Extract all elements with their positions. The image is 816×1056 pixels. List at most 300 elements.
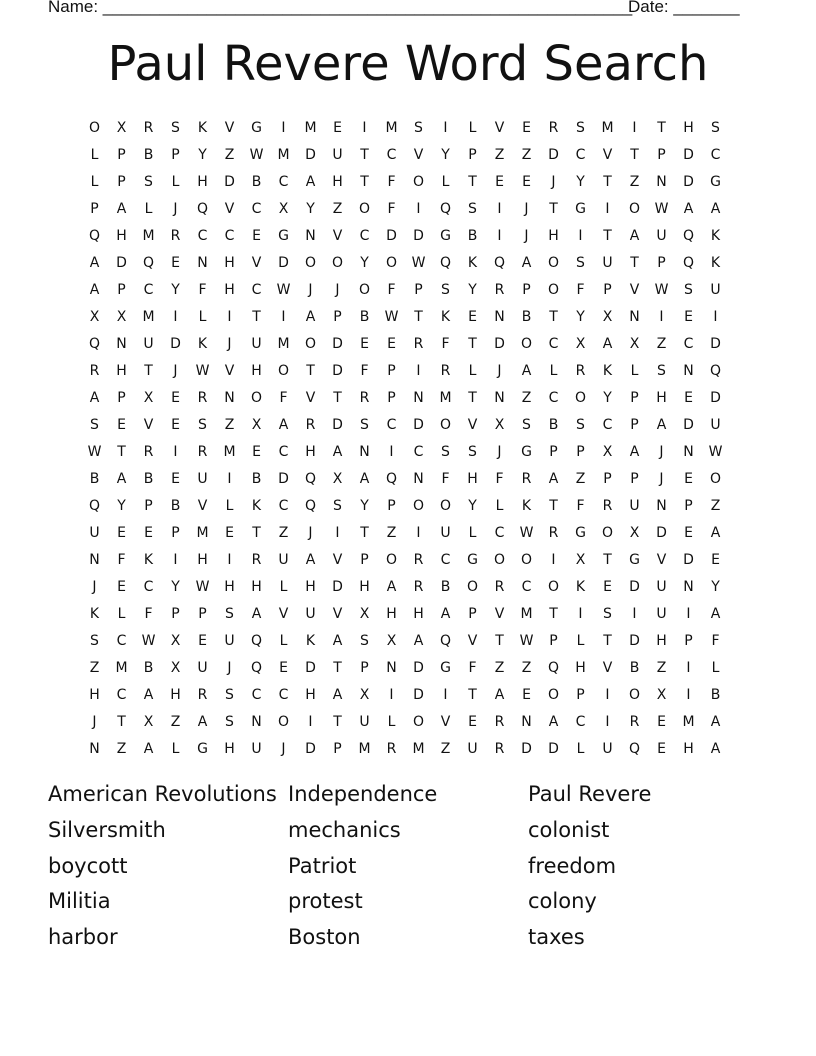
grid-letter: U bbox=[197, 470, 208, 487]
grid-letter: M bbox=[601, 119, 614, 136]
grid-letter: V bbox=[494, 119, 505, 136]
grid-letter: T bbox=[603, 551, 612, 568]
grid-letter: X bbox=[170, 632, 181, 649]
grid-row bbox=[81, 681, 729, 708]
grid-letter: B bbox=[143, 146, 154, 163]
grid-letter: D bbox=[683, 551, 694, 568]
grid-letter: Y bbox=[117, 497, 126, 514]
grid-letter: A bbox=[278, 416, 289, 433]
grid-letter: N bbox=[413, 470, 424, 487]
grid-letter: W bbox=[384, 308, 399, 325]
grid-letter: F bbox=[387, 200, 396, 217]
grid-letter: V bbox=[467, 632, 478, 649]
grid-letter: P bbox=[549, 632, 558, 649]
grid-letter: A bbox=[251, 605, 262, 622]
grid-letter: I bbox=[605, 713, 610, 730]
grid-letter: W bbox=[654, 200, 669, 217]
grid-letter: H bbox=[251, 578, 262, 595]
grid-letter: M bbox=[385, 119, 398, 136]
grid-letter: C bbox=[386, 416, 397, 433]
grid-letter: P bbox=[360, 659, 369, 676]
grid-letter: Z bbox=[332, 200, 343, 217]
grid-letter: E bbox=[468, 713, 477, 730]
grid-letter: E bbox=[117, 416, 126, 433]
grid-letter: Z bbox=[656, 335, 667, 352]
grid-letter: E bbox=[684, 524, 693, 541]
grid-letter: T bbox=[657, 119, 666, 136]
grid-letter: K bbox=[575, 578, 586, 595]
grid-letter: B bbox=[359, 308, 370, 325]
grid-letter: O bbox=[709, 470, 722, 487]
grid-letter: Q bbox=[439, 254, 452, 271]
grid-letter: O bbox=[574, 389, 587, 406]
grid-letter: L bbox=[225, 497, 234, 514]
grid-letter: K bbox=[89, 605, 100, 622]
grid-letter: R bbox=[305, 416, 316, 433]
grid-letter: H bbox=[224, 281, 235, 298]
grid-letter: R bbox=[413, 551, 424, 568]
grid-letter: O bbox=[358, 200, 371, 217]
grid-letter: Q bbox=[709, 362, 722, 379]
grid-row bbox=[81, 465, 729, 492]
grid-letter: Q bbox=[196, 200, 209, 217]
grid-letter: Q bbox=[439, 632, 452, 649]
grid-letter: F bbox=[387, 173, 396, 190]
grid-letter: N bbox=[521, 713, 532, 730]
grid-letter: A bbox=[305, 551, 316, 568]
grid-letter: D bbox=[494, 335, 505, 352]
grid-letter: F bbox=[144, 605, 153, 622]
grid-letter: V bbox=[332, 227, 343, 244]
grid-letter: E bbox=[171, 254, 180, 271]
grid-letter: V bbox=[440, 713, 451, 730]
grid-letter: C bbox=[359, 227, 370, 244]
grid-letter: X bbox=[332, 470, 343, 487]
word-list-item: harbor bbox=[48, 925, 118, 950]
grid-letter: I bbox=[362, 119, 367, 136]
grid-letter: Q bbox=[88, 497, 101, 514]
grid-letter: Y bbox=[360, 254, 369, 271]
grid-letter: S bbox=[90, 416, 99, 433]
grid-letter: M bbox=[196, 524, 209, 541]
grid-letter: S bbox=[522, 416, 531, 433]
grid-letter: O bbox=[412, 173, 425, 190]
grid-letter: N bbox=[494, 389, 505, 406]
grid-letter: I bbox=[416, 362, 421, 379]
grid-letter: J bbox=[659, 470, 664, 487]
grid-letter: H bbox=[224, 578, 235, 595]
grid-letter: O bbox=[304, 254, 317, 271]
grid-letter: W bbox=[519, 632, 534, 649]
grid-letter: I bbox=[281, 308, 286, 325]
grid-letter: U bbox=[440, 524, 451, 541]
grid-letter: G bbox=[521, 443, 532, 460]
grid-letter: C bbox=[575, 146, 586, 163]
grid-letter: V bbox=[494, 605, 505, 622]
grid-row bbox=[81, 195, 729, 222]
grid-letter: P bbox=[549, 443, 558, 460]
grid-letter: L bbox=[468, 119, 477, 136]
grid-letter: D bbox=[332, 416, 343, 433]
grid-letter: C bbox=[683, 335, 694, 352]
grid-letter: A bbox=[521, 254, 532, 271]
name-field-label[interactable]: Name: ________________________________________________________ bbox=[48, 0, 633, 16]
grid-letter: M bbox=[358, 740, 371, 757]
grid-letter: X bbox=[359, 605, 370, 622]
grid-letter: N bbox=[359, 443, 370, 460]
grid-letter: E bbox=[657, 713, 666, 730]
grid-letter: X bbox=[386, 632, 397, 649]
grid-letter: W bbox=[249, 146, 264, 163]
grid-letter: B bbox=[89, 470, 100, 487]
grid-letter: C bbox=[224, 227, 235, 244]
grid-letter: E bbox=[252, 227, 261, 244]
grid-letter: I bbox=[497, 200, 502, 217]
grid-letter: G bbox=[629, 551, 640, 568]
word-list-item: Independence bbox=[288, 782, 438, 806]
grid-letter: S bbox=[684, 281, 693, 298]
grid-letter: K bbox=[251, 497, 262, 514]
grid-letter: X bbox=[656, 686, 667, 703]
grid-letter: R bbox=[143, 119, 154, 136]
grid-letter: Z bbox=[440, 740, 451, 757]
grid-letter: H bbox=[197, 551, 208, 568]
grid-letter: S bbox=[144, 173, 153, 190]
grid-letter: T bbox=[333, 389, 342, 406]
grid-letter: N bbox=[656, 497, 667, 514]
grid-letter: I bbox=[659, 308, 664, 325]
grid-letter: D bbox=[521, 740, 532, 757]
grid-letter: E bbox=[522, 119, 531, 136]
grid-letter: E bbox=[198, 632, 207, 649]
grid-letter: L bbox=[171, 173, 180, 190]
grid-letter: X bbox=[251, 416, 262, 433]
grid-letter: H bbox=[305, 443, 316, 460]
word-list-item: Militia bbox=[48, 889, 111, 914]
grid-letter: N bbox=[89, 740, 100, 757]
grid-letter: L bbox=[495, 497, 504, 514]
grid-letter: P bbox=[522, 281, 531, 298]
grid-letter: C bbox=[143, 578, 154, 595]
grid-letter: O bbox=[466, 578, 479, 595]
grid-letter: N bbox=[197, 254, 208, 271]
grid-letter: Q bbox=[304, 497, 317, 514]
grid-letter: O bbox=[439, 416, 452, 433]
grid-letter: D bbox=[683, 173, 694, 190]
grid-letter: S bbox=[576, 254, 585, 271]
grid-letter: V bbox=[656, 551, 667, 568]
grid-letter: Y bbox=[576, 173, 585, 190]
grid-letter: E bbox=[657, 740, 666, 757]
grid-letter: N bbox=[683, 362, 694, 379]
grid-letter: J bbox=[92, 713, 97, 730]
grid-letter: I bbox=[443, 119, 448, 136]
grid-letter: E bbox=[144, 524, 153, 541]
grid-letter: R bbox=[494, 740, 505, 757]
grid-row bbox=[81, 411, 729, 438]
grid-letter: K bbox=[710, 254, 721, 271]
grid-letter: G bbox=[440, 659, 451, 676]
grid-letter: I bbox=[713, 308, 718, 325]
grid-letter: X bbox=[494, 416, 505, 433]
grid-letter: P bbox=[576, 686, 585, 703]
grid-letter: Q bbox=[682, 227, 695, 244]
grid-letter: J bbox=[281, 740, 286, 757]
grid-letter: L bbox=[90, 173, 99, 190]
grid-letter: A bbox=[143, 686, 154, 703]
grid-letter: I bbox=[416, 524, 421, 541]
grid-letter: R bbox=[548, 524, 559, 541]
grid-letter: A bbox=[656, 416, 667, 433]
grid-letter: I bbox=[389, 443, 394, 460]
grid-letter: C bbox=[521, 578, 532, 595]
grid-letter: F bbox=[468, 659, 477, 676]
grid-letter: F bbox=[495, 470, 504, 487]
grid-letter: O bbox=[331, 254, 344, 271]
grid-letter: V bbox=[413, 146, 424, 163]
grid-letter: Q bbox=[304, 470, 317, 487]
grid-letter: P bbox=[657, 146, 666, 163]
grid-letter: H bbox=[251, 362, 262, 379]
grid-letter: C bbox=[197, 227, 208, 244]
grid-letter: H bbox=[575, 659, 586, 676]
grid-letter: R bbox=[143, 443, 154, 460]
grid-letter: Z bbox=[575, 470, 586, 487]
grid-letter: D bbox=[332, 362, 343, 379]
grid-letter: C bbox=[278, 443, 289, 460]
grid-row bbox=[81, 519, 729, 546]
grid-letter: T bbox=[360, 173, 369, 190]
grid-letter: W bbox=[411, 254, 426, 271]
word-list-item: colonist bbox=[528, 817, 610, 842]
grid-letter: V bbox=[332, 605, 343, 622]
grid-letter: I bbox=[173, 308, 178, 325]
grid-letter: S bbox=[576, 416, 585, 433]
grid-letter: O bbox=[385, 254, 398, 271]
grid-letter: I bbox=[551, 551, 556, 568]
grid-letter: A bbox=[548, 470, 559, 487]
grid-letter: H bbox=[170, 686, 181, 703]
word-list-item: Silversmith bbox=[48, 817, 166, 842]
grid-letter: J bbox=[227, 335, 232, 352]
grid-letter: R bbox=[629, 713, 640, 730]
grid-letter: B bbox=[440, 578, 451, 595]
grid-letter: Q bbox=[493, 254, 506, 271]
grid-letter: P bbox=[90, 200, 99, 217]
grid-letter: N bbox=[386, 659, 397, 676]
grid-letter: E bbox=[279, 659, 288, 676]
grid-letter: B bbox=[143, 470, 154, 487]
grid-letter: H bbox=[332, 173, 343, 190]
grid-letter: Y bbox=[198, 146, 207, 163]
grid-letter: C bbox=[116, 632, 127, 649]
word-list bbox=[48, 778, 768, 957]
grid-letter: E bbox=[171, 470, 180, 487]
grid-letter: A bbox=[143, 740, 154, 757]
grid-letter: E bbox=[711, 551, 720, 568]
grid-letter: U bbox=[629, 497, 640, 514]
grid-letter: J bbox=[551, 173, 556, 190]
grid-letter: N bbox=[89, 551, 100, 568]
grid-letter: T bbox=[252, 524, 261, 541]
grid-letter: D bbox=[413, 416, 424, 433]
grid-letter: B bbox=[251, 173, 262, 190]
grid-letter: L bbox=[468, 362, 477, 379]
grid-letter: C bbox=[251, 200, 262, 217]
grid-letter: R bbox=[251, 551, 262, 568]
grid-letter: U bbox=[278, 551, 289, 568]
grid-letter: D bbox=[413, 227, 424, 244]
grid-letter: T bbox=[603, 173, 612, 190]
grid-letter: Z bbox=[710, 497, 721, 514]
grid-letter: K bbox=[197, 119, 208, 136]
grid-letter: N bbox=[629, 308, 640, 325]
grid-letter: A bbox=[710, 524, 721, 541]
grid-letter: T bbox=[603, 632, 612, 649]
grid-letter: P bbox=[198, 605, 207, 622]
grid-letter: A bbox=[683, 200, 694, 217]
grid-letter: P bbox=[333, 740, 342, 757]
grid-letter: E bbox=[468, 308, 477, 325]
grid-letter: O bbox=[412, 713, 425, 730]
grid-letter: H bbox=[548, 227, 559, 244]
grid-letter: L bbox=[90, 146, 99, 163]
grid-letter: N bbox=[494, 308, 505, 325]
grid-letter: E bbox=[522, 173, 531, 190]
grid-letter: Z bbox=[656, 659, 667, 676]
grid-letter: N bbox=[413, 389, 424, 406]
date-field-label[interactable]: Date: _______ bbox=[628, 0, 740, 16]
grid-letter: I bbox=[632, 605, 637, 622]
grid-letter: G bbox=[251, 119, 262, 136]
grid-letter: D bbox=[683, 146, 694, 163]
grid-row bbox=[81, 330, 729, 357]
grid-letter: H bbox=[224, 254, 235, 271]
grid-letter: O bbox=[439, 497, 452, 514]
grid-letter: T bbox=[630, 254, 639, 271]
grid-letter: L bbox=[279, 578, 288, 595]
grid-letter: D bbox=[278, 470, 289, 487]
grid-letter: P bbox=[333, 308, 342, 325]
grid-letter: V bbox=[224, 362, 235, 379]
grid-letter: J bbox=[524, 200, 529, 217]
grid-letter: M bbox=[304, 119, 317, 136]
grid-letter: T bbox=[549, 200, 558, 217]
grid-letter: U bbox=[197, 659, 208, 676]
grid-letter: H bbox=[386, 605, 397, 622]
grid-letter: O bbox=[277, 362, 290, 379]
grid-letter: N bbox=[305, 227, 316, 244]
grid-letter: A bbox=[89, 389, 100, 406]
grid-letter: B bbox=[467, 227, 478, 244]
grid-letter: L bbox=[387, 713, 396, 730]
grid-letter: A bbox=[413, 632, 424, 649]
grid-letter: T bbox=[549, 308, 558, 325]
grid-letter: Q bbox=[250, 632, 263, 649]
grid-letter: S bbox=[90, 632, 99, 649]
grid-letter: D bbox=[332, 335, 343, 352]
grid-letter: E bbox=[603, 578, 612, 595]
grid-letter: Z bbox=[224, 146, 235, 163]
grid-letter: E bbox=[495, 173, 504, 190]
grid-letter: B bbox=[521, 308, 532, 325]
grid-letter: R bbox=[521, 470, 532, 487]
grid-letter: M bbox=[682, 713, 695, 730]
grid-letter: Q bbox=[88, 335, 101, 352]
grid-letter: G bbox=[467, 551, 478, 568]
grid-letter: P bbox=[360, 551, 369, 568]
grid-letter: N bbox=[116, 335, 127, 352]
grid-letter: A bbox=[332, 443, 343, 460]
grid-letter: C bbox=[494, 524, 505, 541]
grid-letter: O bbox=[547, 281, 560, 298]
grid-letter: P bbox=[414, 281, 423, 298]
grid-letter: Y bbox=[468, 281, 477, 298]
grid-letter: U bbox=[251, 740, 262, 757]
grid-letter: A bbox=[89, 281, 100, 298]
grid-letter: C bbox=[251, 686, 262, 703]
grid-letter: Q bbox=[250, 659, 263, 676]
grid-letter: O bbox=[250, 389, 263, 406]
grid-letter: V bbox=[251, 254, 262, 271]
grid-letter: O bbox=[628, 200, 641, 217]
grid-letter: S bbox=[657, 362, 666, 379]
grid-row bbox=[81, 492, 729, 519]
grid-letter: I bbox=[389, 686, 394, 703]
grid-letter: H bbox=[116, 227, 127, 244]
grid-letter: I bbox=[605, 200, 610, 217]
word-list-item: freedom bbox=[528, 853, 617, 878]
word-list-item: Patriot bbox=[288, 853, 357, 878]
word-list-item: mechanics bbox=[288, 817, 401, 842]
grid-letter: V bbox=[143, 416, 154, 433]
grid-letter: C bbox=[548, 335, 559, 352]
grid-letter: D bbox=[305, 659, 316, 676]
grid-letter: S bbox=[468, 443, 477, 460]
grid-letter: V bbox=[305, 389, 316, 406]
grid-letter: H bbox=[89, 686, 100, 703]
grid-letter: I bbox=[281, 119, 286, 136]
grid-letter: Z bbox=[386, 524, 397, 541]
grid-letter: E bbox=[117, 578, 126, 595]
grid-letter: X bbox=[143, 713, 154, 730]
grid-letter: C bbox=[548, 389, 559, 406]
grid-letter: I bbox=[335, 524, 340, 541]
grid-letter: O bbox=[277, 713, 290, 730]
grid-letter: K bbox=[467, 254, 478, 271]
grid-letter: D bbox=[629, 578, 640, 595]
grid-letter: U bbox=[602, 740, 613, 757]
grid-letter: T bbox=[630, 146, 639, 163]
grid-letter: R bbox=[359, 389, 370, 406]
grid-letter: B bbox=[143, 659, 154, 676]
grid-letter: J bbox=[308, 524, 313, 541]
grid-letter: A bbox=[305, 308, 316, 325]
grid-letter: R bbox=[197, 389, 208, 406]
grid-letter: W bbox=[141, 632, 156, 649]
grid-letter: O bbox=[88, 119, 101, 136]
grid-letter: V bbox=[278, 605, 289, 622]
grid-row bbox=[81, 654, 729, 681]
grid-letter: I bbox=[497, 227, 502, 244]
grid-letter: T bbox=[117, 443, 126, 460]
grid-letter: Q bbox=[439, 200, 452, 217]
grid-letter: W bbox=[519, 524, 534, 541]
grid-letter: R bbox=[386, 740, 397, 757]
grid-letter: I bbox=[173, 443, 178, 460]
grid-letter: O bbox=[520, 551, 533, 568]
grid-letter: M bbox=[277, 146, 290, 163]
